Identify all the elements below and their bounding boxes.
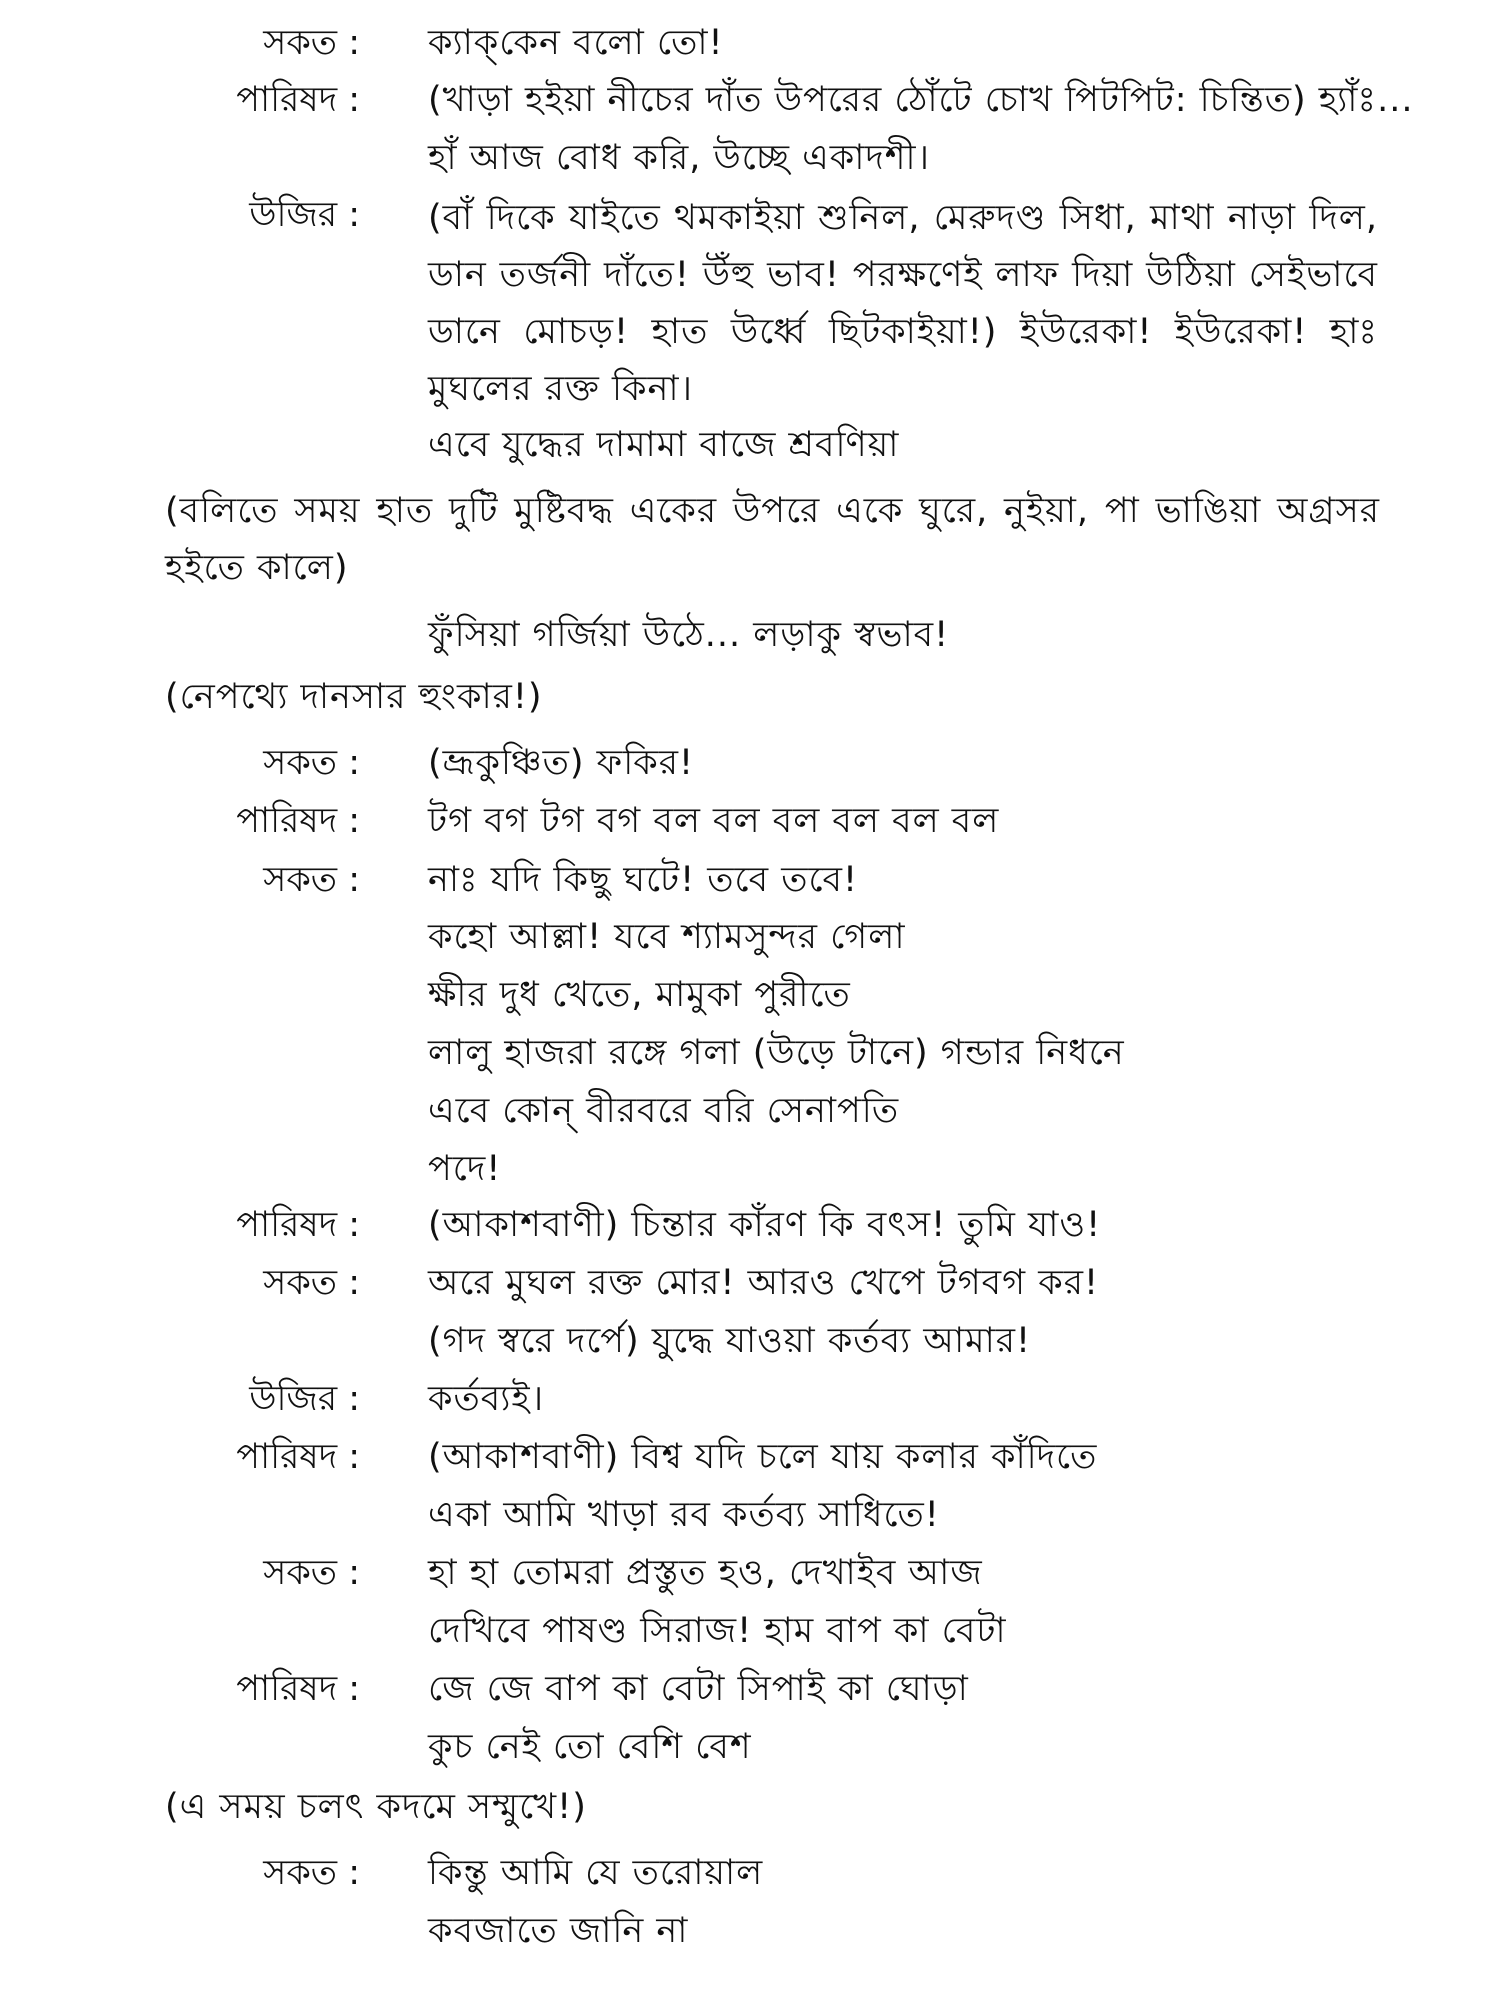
dialogue-paragraph: (বাঁ দিকে যাইতে থমকাইয়া শুনিল, মেরুদণ্ড সিধা, মাথা নাড়া দিল, ডান তর্জনী দাঁতে! উঁহু ভাব! পরক্ষণেই লাফ দিয়া উঠিয়া সেইভাবে ডানে মোচড়! হাত উর্ধ্বে ছিটকাইয়া!) ইউরেকা! ইউরেকা! হাঃ মুঘলের রক্ত কিনা। bbox=[428, 198, 1378, 409]
speaker-label: উজির : bbox=[249, 195, 360, 235]
dialogue-line: (ভ্রূকুঞ্চিত) ফকির! bbox=[428, 743, 695, 783]
dialogue-line: কহো আল্লা! যবে শ্যামসুন্দর গেলা bbox=[428, 917, 906, 957]
speaker-label: সকত : bbox=[263, 860, 360, 900]
dialogue-line: ক্যাক্‌কেন বলো তো! bbox=[428, 23, 724, 63]
dialogue-line: এবে যুদ্ধের দামামা বাজে শ্রবণিয়া bbox=[428, 425, 900, 465]
dialogue-line: লালু হাজরা রঙ্গে গলা (উড়ে টানে) গন্ডার নিধনে bbox=[428, 1033, 1125, 1073]
dialogue-line: কুচ নেই তো বেশি বেশ bbox=[428, 1727, 752, 1767]
speaker-label: সকত : bbox=[263, 1553, 360, 1593]
dialogue-line: কর্তব্যই। bbox=[428, 1379, 545, 1419]
dialogue-line: (আকাশবাণী) চিন্তার কাঁরণ কি বৎস! তুমি যাও! bbox=[428, 1205, 1102, 1245]
stage-direction: (এ সময় চলৎ কদমে সম্মুখে!) bbox=[165, 1787, 587, 1827]
dialogue-line: (খাড়া হইয়া নীচের দাঁত উপরের ঠোঁটে চোখ পিটপিট: চিন্তিত) হ্যাঁঃ... bbox=[428, 80, 1414, 120]
dialogue-line: অরে মুঘল রক্ত মোর! আরও খেপে টগবগ কর! bbox=[428, 1263, 1099, 1303]
dialogue-line: (আকাশবাণী) বিশ্ব যদি চলে যায় কলার কাঁদিতে bbox=[428, 1437, 1098, 1477]
dialogue-line: ফুঁসিয়া গর্জিয়া উঠে... লড়াকু স্বভাব! bbox=[428, 615, 950, 655]
speaker-label: সকত : bbox=[263, 743, 360, 783]
speaker-label: পারিষদ : bbox=[236, 1669, 360, 1709]
stage-direction: (বলিতে সময় হাত দুটি মুষ্টিবদ্ধ একের উপরে একে ঘুরে, নুইয়া, পা ভাঙিয়া অগ্রসর হইতে কালে) bbox=[165, 491, 1380, 588]
dialogue-line: টগ বগ টগ বগ বল বল বল বল বল বল bbox=[428, 801, 1000, 841]
dialogue-line: একা আমি খাড়া রব কর্তব্য সাধিতে! bbox=[428, 1495, 940, 1535]
stage-direction: (নেপথ্যে দানসার হুংকার!) bbox=[165, 677, 543, 717]
speaker-label: পারিষদ : bbox=[236, 1205, 360, 1245]
dialogue-line: হাঁ আজ বোধ করি, উচ্ছে একাদশী। bbox=[428, 138, 930, 178]
speaker-label: উজির : bbox=[249, 1379, 360, 1419]
dialogue-line: জে জে বাপ কা বেটা সিপাই কা ঘোড়া bbox=[428, 1669, 969, 1709]
speaker-label: সকত : bbox=[263, 1263, 360, 1303]
speaker-label: পারিষদ : bbox=[236, 1437, 360, 1477]
speaker-label: সকত : bbox=[263, 23, 360, 63]
dialogue-line: নাঃ যদি কিছু ঘটে! তবে তবে! bbox=[428, 860, 859, 900]
dialogue-line: দেখিবে পাষণ্ড সিরাজ! হাম বাপ কা বেটা bbox=[428, 1611, 1007, 1651]
dialogue-line: হা হা তোমরা প্রস্তুত হও, দেখাইব আজ bbox=[428, 1553, 983, 1593]
dialogue-line: এবে কোন্‌ বীরবরে বরি সেনাপতি bbox=[428, 1091, 900, 1131]
speaker-label: পারিষদ : bbox=[236, 80, 360, 120]
dialogue-line: (গদ স্বরে দর্পে) যুদ্ধে যাওয়া কর্তব্য আমার! bbox=[428, 1321, 1032, 1361]
speaker-label: পারিষদ : bbox=[236, 801, 360, 841]
dialogue-line: কিন্তু আমি যে তরোয়াল bbox=[428, 1853, 764, 1893]
speaker-label: সকত : bbox=[263, 1853, 360, 1893]
dialogue-line: পদে! bbox=[428, 1149, 502, 1189]
dialogue-line: কবজাতে জানি না bbox=[428, 1911, 689, 1951]
dialogue-line: ক্ষীর দুধ খেতে, মামুকা পুরীতে bbox=[428, 975, 851, 1015]
